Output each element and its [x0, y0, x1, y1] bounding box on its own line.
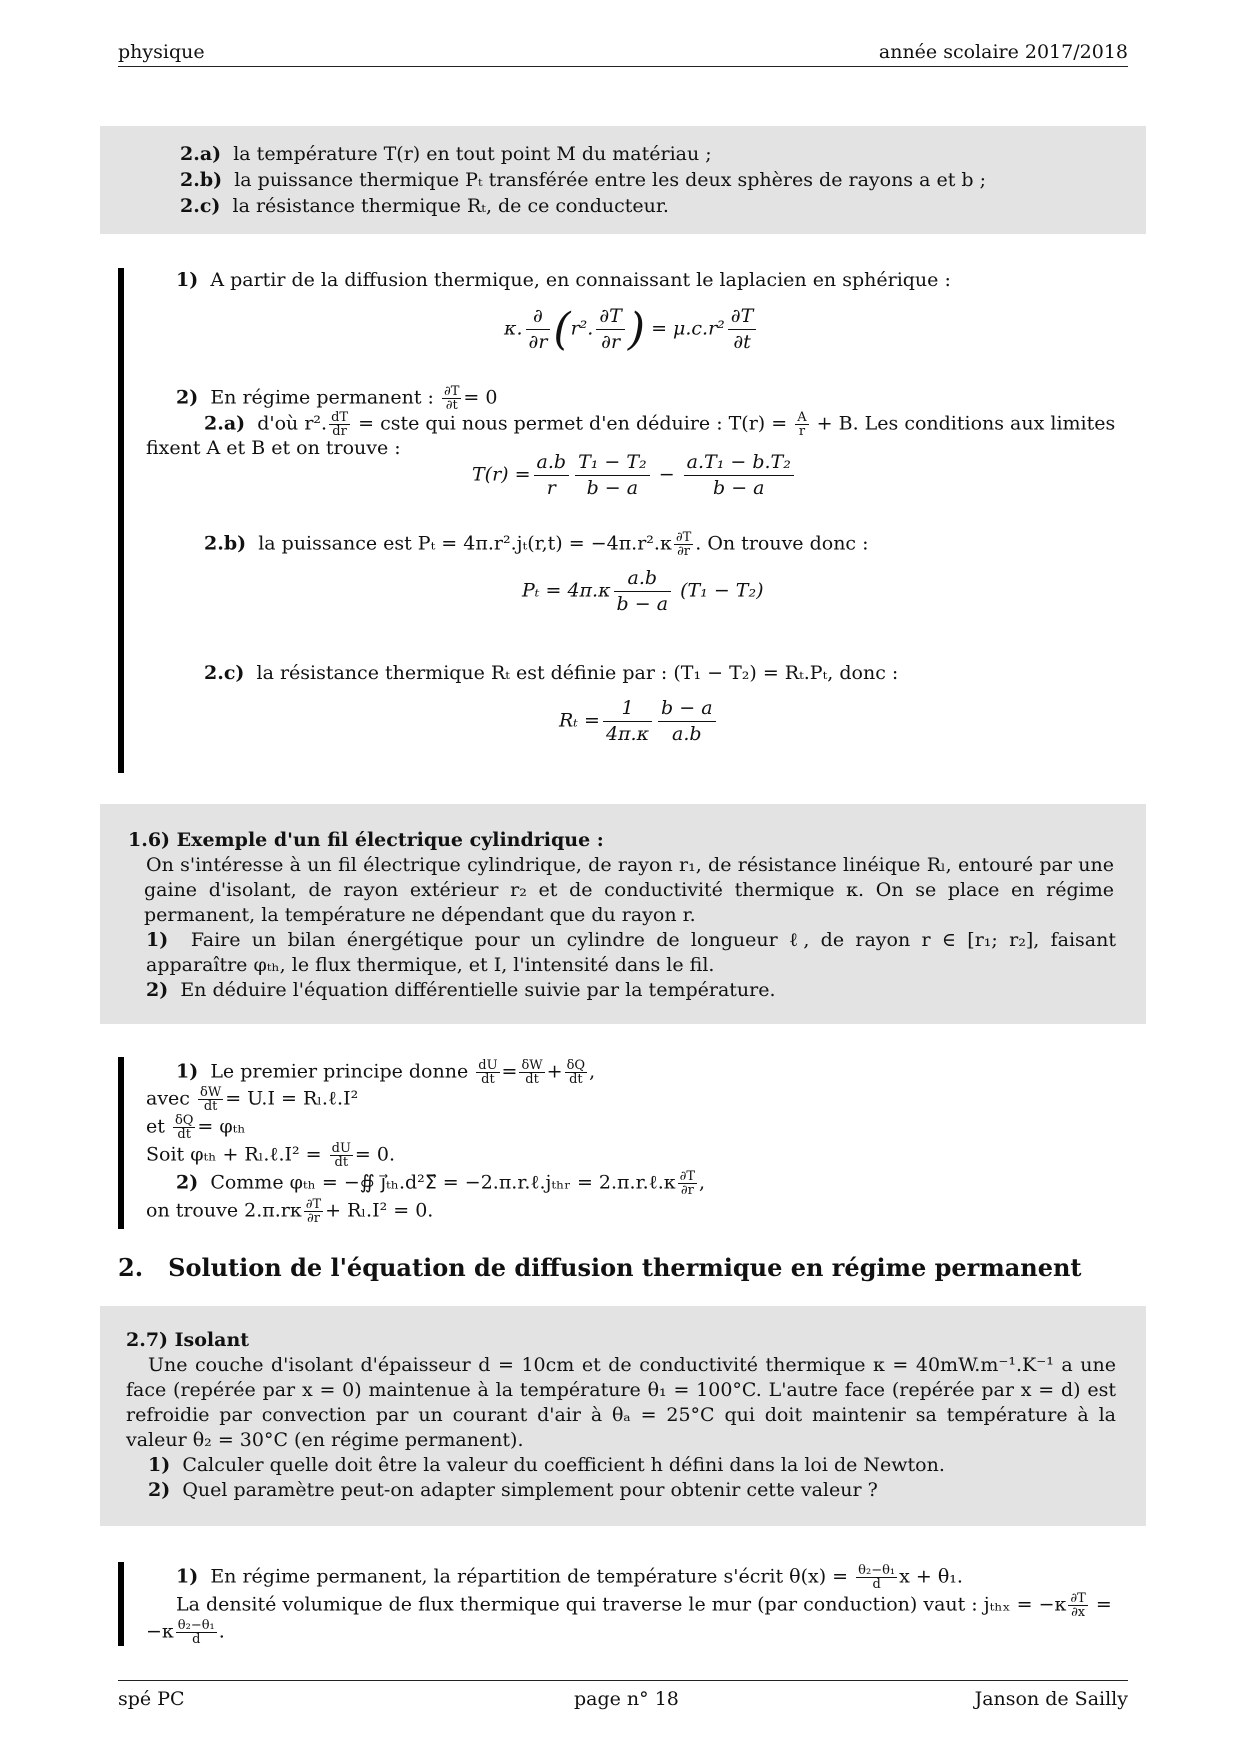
sol1-q2: 2) En régime permanent : $\frac{\partial T}{\partial t}$ = 0	[176, 384, 498, 413]
exercise-q2: 2) En déduire l'équation différentielle suivie par la température.	[146, 979, 776, 1001]
sol1-q2b: 2.b) la puissance est Pₜ = 4π.r².jₜ(r,t) = −4π.r².κ $\frac{\partial T}{\partial r}$ . On trouve donc :	[204, 530, 869, 559]
exercise-isolant-q2: 2) Quel paramètre peut-on adapter simplement pour obtenir cette valeur ?	[148, 1479, 878, 1501]
footer-school: Janson de Sailly	[974, 1688, 1128, 1710]
sol1-q2a-cont: fixent A et B et on trouve :	[146, 437, 401, 459]
sol3-l1: 1) En régime permanent, la répartition de température s'écrit θ(x) = $\frac{\text{θ₂−θ₁}}{d}$ x + θ₁.	[176, 1563, 963, 1592]
solution-block-1	[118, 268, 1136, 773]
header-subject: physique	[118, 41, 205, 63]
sol1-q1: 1) A partir de la diffusion thermique, en connaissant le laplacien en sphérique :	[176, 269, 951, 291]
footer-class: spé PC	[118, 1688, 185, 1710]
exercise-box-2	[100, 804, 1146, 1024]
exercise-box-1	[100, 126, 1146, 234]
exercise-box-3	[100, 1306, 1146, 1526]
equation-temperature-profile: T(r) = $\frac{a.b}{r}$ $\frac{\text{T₁ − T₂}}{b - a}$ − $\frac{\text{a.T₁ − b.T₂}}{b - a}$	[472, 450, 797, 501]
exercise-statement-isolant: Une couche d'isolant d'épaisseur d = 10cm et de conductivité thermique κ = 40mW.m⁻¹.K⁻¹ a une face (repérée par x = 0) maintenue à la température θ₁ = 100°C. L'autre face (repérée par x = d) est refroidie par convection par un courant d'air à θₐ = 25°C qui doit maintenir sa température à la valeur θ₂ = 30°C (en régime permanent).	[126, 1354, 1116, 1451]
exercise-title-2-7: 2.7) Isolant	[126, 1329, 250, 1351]
sol1-q2c: 2.c) la résistance thermique Rₜ est définie par : (T₁ − T₂) = Rₜ.Pₜ, donc :	[204, 662, 899, 684]
section-title: 2. Solution de l'équation de diffusion thermique en régime permanent	[118, 1253, 1082, 1282]
page-number: page n° 18	[574, 1688, 679, 1710]
sol3-l3: −κ $\frac{\text{θ₂−θ₁}}{d}$ .	[146, 1618, 225, 1647]
page-footer	[118, 1680, 1128, 1711]
item-2c: 2.c) la résistance thermique Rₜ, de ce conducteur.	[180, 195, 669, 217]
equation-thermal-power: Pₜ = 4π.κ $\frac{a.b}{b - a}$ (T₁ − T₂)	[522, 567, 764, 615]
sol3-l2: La densité volumique de flux thermique qui traverse le mur (par conduction) vaut : jₜₕₓ = −κ $\frac{\partial T}{\partial x}$ =	[176, 1591, 1112, 1620]
exercise-statement: On s'intéresse à un fil électrique cylindrique, de rayon r₁, de résistance linéique Rₗ, entouré par une gaine d'isolant, de rayon extérieur r₂ et de conductivité thermique κ. On se place en régime permanent, la température ne dépendant que du rayon r.	[144, 854, 1114, 926]
sol2-l5: 2) Comme φₜₕ = −∯ j⃗ₜₕ.d²Σ⃗ = −2.π.r.ℓ.jₜₕᵣ = 2.π.r.ℓ.κ $\frac{\partial T}{\partial r}$ ,	[176, 1169, 706, 1198]
exercise-q1: 1) Faire un bilan énergétique pour un cylindre de longueur ℓ, de rayon r ∈ [r₁; r₂], faisant apparaître φₜₕ, le flux thermique, et I, l'intensité dans le fil.	[146, 929, 1116, 976]
sol2-l4: Soit φₜₕ + Rₗ.ℓ.I² = $\frac{dU}{dt}$ = 0.	[146, 1141, 396, 1170]
sol2-l6: on trouve 2.π.rκ $\frac{\partial T}{\partial r}$ + Rₗ.I² = 0.	[146, 1197, 434, 1226]
sol1-q2a: 2.a) d'où r². $\frac{dT}{dr}$ = cste qui nous permet d'en déduire : T(r) = $\frac{A}{r}$ + B. Les conditions aux limites	[204, 410, 1116, 439]
sol2-l2: avec $\frac{\delta W}{dt}$ = U.I = Rₗ.ℓ.I²	[146, 1085, 359, 1114]
solution-block-3	[118, 1562, 1136, 1646]
sol2-l3: et $\frac{\delta Q}{dt}$ = φₜₕ	[146, 1113, 246, 1142]
equation-heat-spherical: κ. $\frac{\partial}{\partial r}$ (r². $\frac{\partial T}{\partial r}$ ) = μ.c.r² $\frac{\partial T}{\partial t}$	[504, 304, 759, 355]
item-2b: 2.b) la puissance thermique Pₜ transférée entre les deux sphères de rayons a et b ;	[180, 169, 986, 191]
sol2-l1: 1) Le premier principe donne $\frac{dU}{dt}$ = $\frac{\delta W}{dt}$ + $\frac{\delta Q}{dt}$ ,	[176, 1058, 596, 1087]
exercise-title-1-6: 1.6) Exemple d'un fil électrique cylindrique :	[128, 829, 604, 851]
page-header	[118, 40, 1128, 67]
exercise-isolant-q1: 1) Calculer quelle doit être la valeur du coefficient h défini dans la loi de Newton.	[148, 1454, 945, 1476]
item-2a: 2.a) la température T(r) en tout point M du matériau ;	[180, 143, 712, 165]
equation-thermal-resistance: Rₜ = $\frac{1}{4\pi.\kappa}$ $\frac{b - a}{a.b}$	[559, 696, 719, 747]
header-year: année scolaire 2017/2018	[878, 41, 1128, 63]
solution-block-2	[118, 1057, 1136, 1229]
